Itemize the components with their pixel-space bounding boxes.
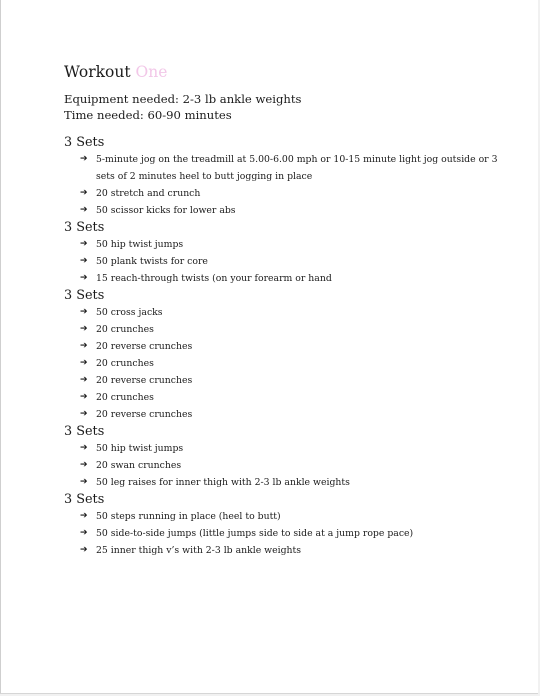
exercise-text: 20 crunches — [96, 392, 154, 403]
right-arrow-icon: ➔ — [80, 375, 88, 385]
section-heading: 3 Sets — [64, 135, 105, 150]
document-content — [64, 62, 508, 560]
exercise-text: 50 steps running in place (heel to butt) — [96, 511, 281, 522]
exercise-list — [64, 508, 508, 559]
exercise-item — [64, 372, 508, 389]
exercise-text: 50 hip twist jumps — [96, 443, 184, 454]
exercise-item — [64, 151, 508, 185]
right-arrow-icon: ➔ — [80, 256, 88, 266]
section-heading: 3 Sets — [64, 288, 105, 303]
exercise-item — [64, 440, 508, 457]
section-heading: 3 Sets — [64, 492, 105, 507]
exercise-item — [64, 457, 508, 474]
exercise-text: 20 crunches — [96, 358, 154, 369]
right-arrow-icon: ➔ — [80, 358, 88, 368]
exercise-text: 5-minute jog on the treadmill at 5.00-6.00 mph or 10-15 minute light jog outside or 3 sets of 2 minutes heel to butt jogging in place — [96, 154, 498, 182]
exercise-text: 50 leg raises for inner thigh with 2-3 lb ankle weights — [96, 477, 350, 488]
exercise-text: 25 inner thigh v’s with 2-3 lb ankle weights — [96, 545, 302, 556]
exercise-list — [64, 151, 508, 219]
exercise-text: 15 reach-through twists (on your forearm or hand — [96, 273, 332, 284]
exercise-item — [64, 202, 508, 219]
exercise-item — [64, 542, 508, 559]
right-arrow-icon: ➔ — [80, 392, 88, 402]
exercise-list — [64, 440, 508, 491]
right-arrow-icon: ➔ — [80, 528, 88, 538]
exercise-item — [64, 185, 508, 202]
section-heading: 3 Sets — [64, 424, 105, 439]
exercise-item — [64, 321, 508, 338]
right-arrow-icon: ➔ — [80, 188, 88, 198]
exercise-item — [64, 270, 508, 287]
exercise-text: 20 reverse crunches — [96, 375, 193, 386]
right-arrow-icon: ➔ — [80, 460, 88, 470]
time-needed: Time needed: 60-90 minutes — [64, 108, 232, 122]
right-arrow-icon: ➔ — [80, 273, 88, 283]
exercise-text: 20 swan crunches — [96, 460, 182, 471]
exercise-text: 20 reverse crunches — [96, 409, 193, 420]
exercise-item — [64, 253, 508, 270]
workout-sections — [64, 135, 508, 559]
page-title — [64, 62, 508, 82]
exercise-item — [64, 338, 508, 355]
exercise-item — [64, 236, 508, 253]
equipment-needed: Equipment needed: 2-3 lb ankle weights — [64, 92, 302, 106]
exercise-text: 50 plank twists for core — [96, 256, 208, 267]
right-arrow-icon: ➔ — [80, 409, 88, 419]
section-heading: 3 Sets — [64, 220, 105, 235]
exercise-text: 20 reverse crunches — [96, 341, 193, 352]
exercise-item — [64, 389, 508, 406]
exercise-text: 20 stretch and crunch — [96, 188, 201, 199]
exercise-text: 20 crunches — [96, 324, 154, 335]
exercise-item — [64, 508, 508, 525]
exercise-list — [64, 304, 508, 423]
exercise-text: 50 hip twist jumps — [96, 239, 184, 250]
right-arrow-icon: ➔ — [80, 511, 88, 521]
right-arrow-icon: ➔ — [80, 324, 88, 334]
title-main: Workout — [64, 63, 131, 81]
right-arrow-icon: ➔ — [80, 477, 88, 487]
exercise-item — [64, 406, 508, 423]
exercise-item — [64, 355, 508, 372]
right-arrow-icon: ➔ — [80, 443, 88, 453]
title-accent: One — [135, 63, 168, 81]
right-arrow-icon: ➔ — [80, 154, 88, 164]
right-arrow-icon: ➔ — [80, 307, 88, 317]
exercise-text: 50 side-to-side jumps (little jumps side to side at a jump rope pace) — [96, 528, 414, 539]
exercise-text: 50 scissor kicks for lower abs — [96, 205, 236, 216]
exercise-list — [64, 236, 508, 287]
exercise-text: 50 cross jacks — [96, 307, 163, 318]
right-arrow-icon: ➔ — [80, 205, 88, 215]
exercise-item — [64, 304, 508, 321]
right-arrow-icon: ➔ — [80, 545, 88, 555]
right-arrow-icon: ➔ — [80, 341, 88, 351]
exercise-item — [64, 525, 508, 542]
right-arrow-icon: ➔ — [80, 239, 88, 249]
exercise-item — [64, 474, 508, 491]
